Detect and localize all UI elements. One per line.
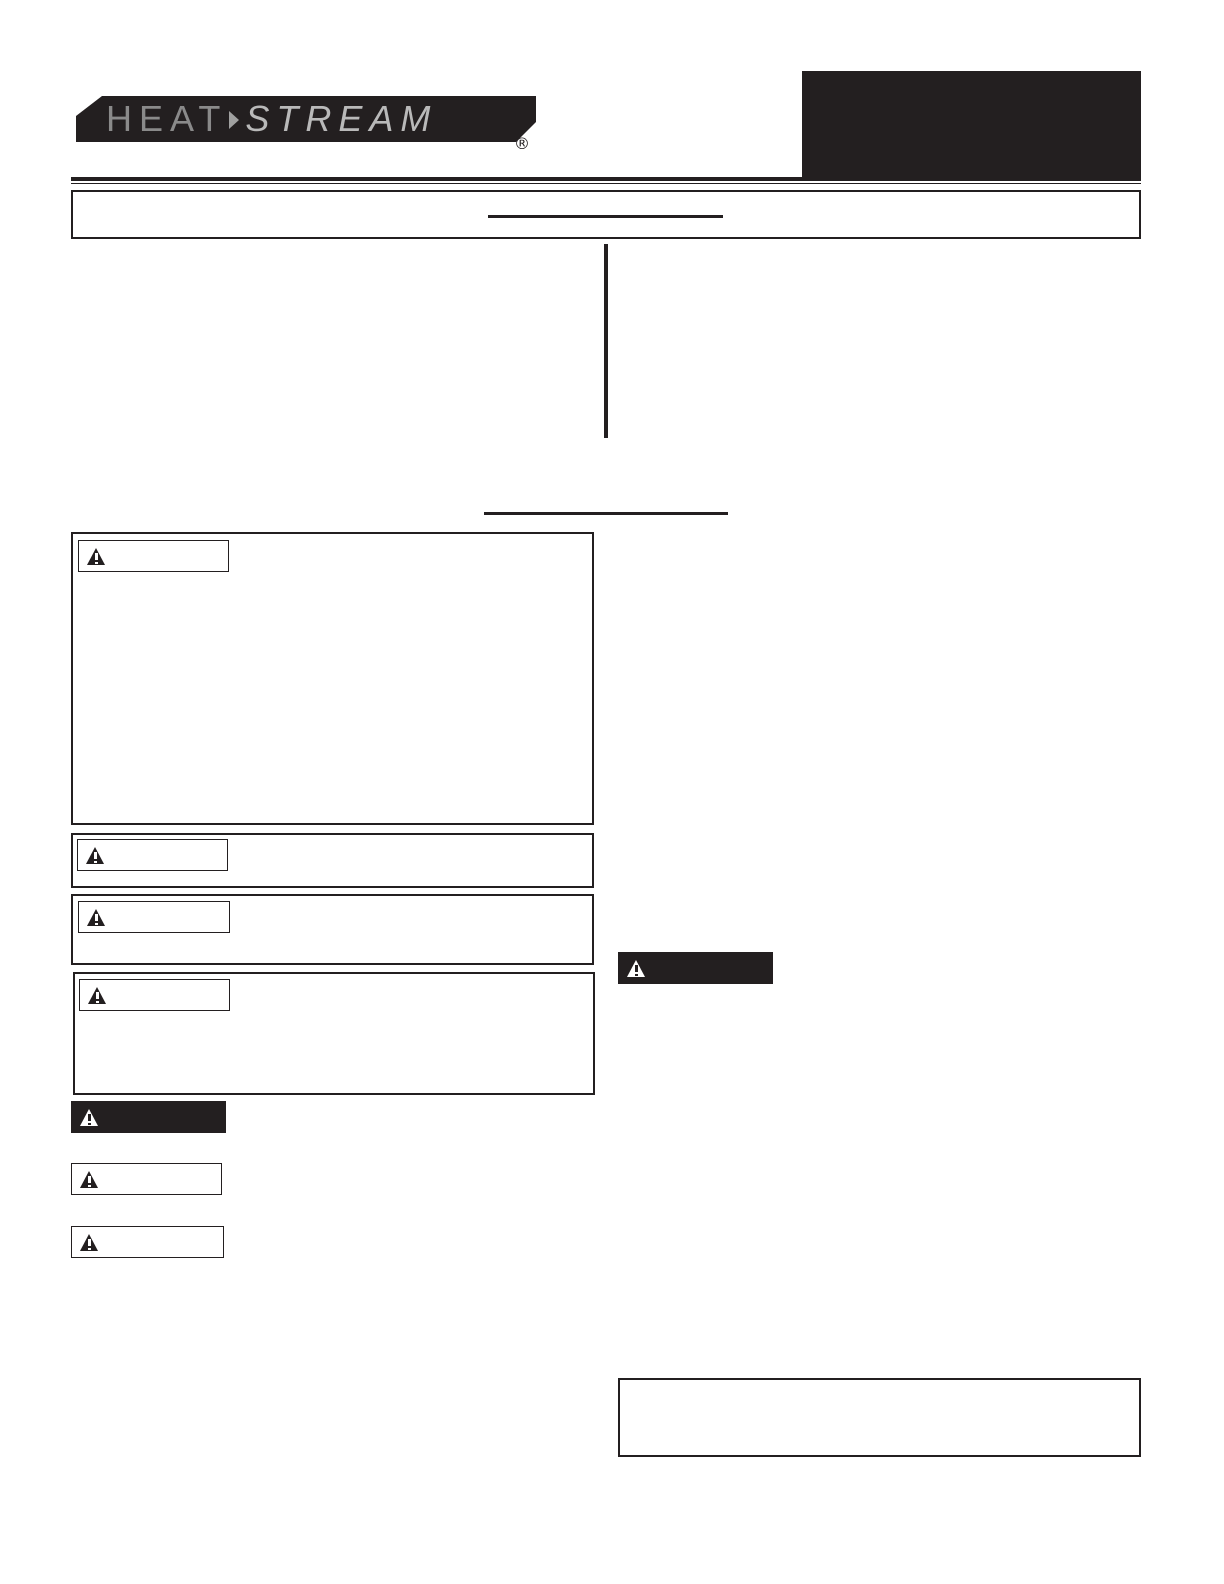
registered-mark: ® <box>514 134 530 153</box>
heatstream-logo <box>76 96 536 154</box>
warning-triangle-icon <box>80 1171 98 1188</box>
logo-wordmark <box>106 99 437 139</box>
warning-triangle-icon <box>80 1109 98 1126</box>
warning-triangle-icon <box>86 847 104 864</box>
warning-box-1 <box>71 532 594 825</box>
signal-tag-dark-left <box>71 1101 226 1133</box>
column-divider <box>604 244 608 438</box>
warning-triangle-icon <box>87 909 105 926</box>
header-rule-thick <box>71 177 1141 181</box>
signal-tag-3 <box>78 901 230 933</box>
warning-triangle-icon <box>627 960 645 977</box>
warning-triangle-icon <box>87 548 105 565</box>
signal-tag-2 <box>77 839 228 871</box>
section-heading-underline <box>484 512 728 515</box>
header-rule-thin <box>71 183 1141 184</box>
signal-tag-1 <box>78 540 229 572</box>
signal-tag-5 <box>71 1163 222 1195</box>
logo-word-stream: STREAM <box>245 98 438 139</box>
note-box <box>618 1378 1141 1457</box>
signal-tag-dark-right <box>618 952 773 984</box>
signal-tag-6 <box>71 1226 224 1258</box>
warning-triangle-icon <box>80 1234 98 1251</box>
logo-word-heat: HEAT <box>106 98 228 139</box>
title-underline <box>488 215 723 218</box>
warning-triangle-icon <box>88 987 106 1004</box>
logo-arrow-icon <box>229 111 239 129</box>
header-model-block <box>802 71 1141 177</box>
signal-tag-4 <box>79 979 230 1011</box>
